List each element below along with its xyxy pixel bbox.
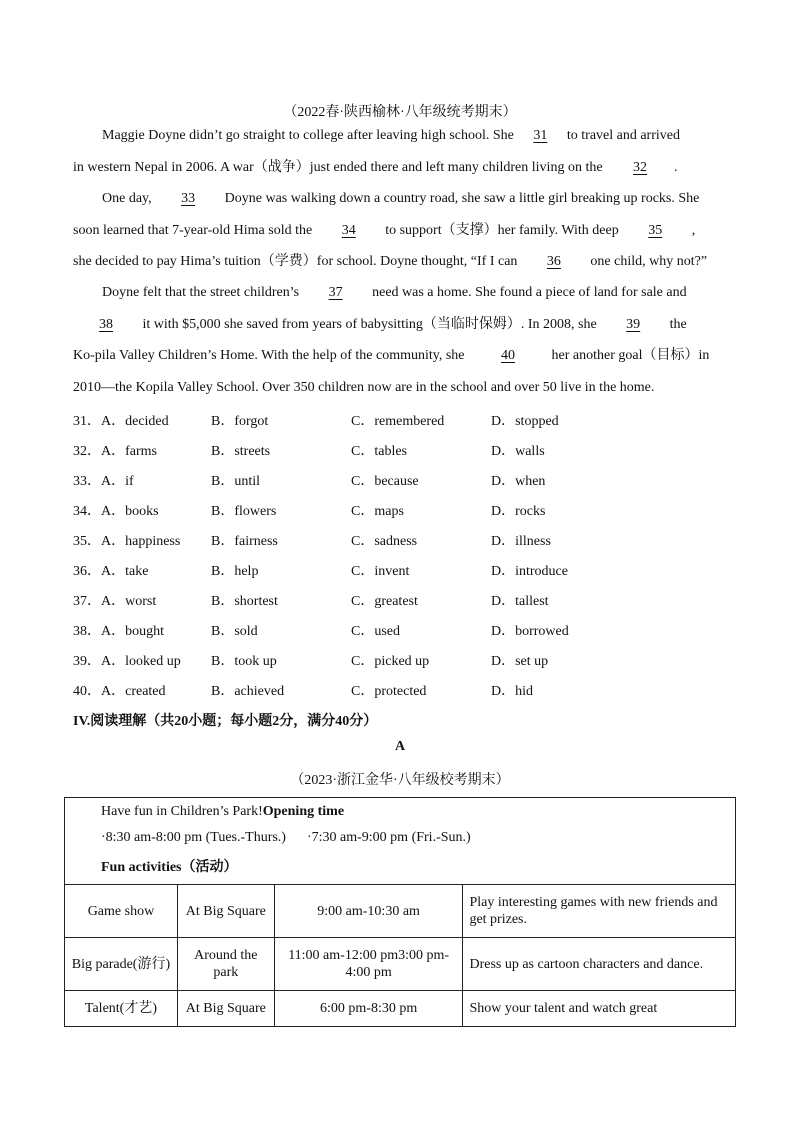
blank-40: 40	[501, 348, 516, 363]
option-c[interactable]: C．tables	[351, 444, 407, 459]
activity-description: Show your talent and watch great	[463, 991, 736, 1027]
reading-source: （2023·浙江金华·八年级校考期末）	[290, 773, 510, 788]
option-d[interactable]: D．illness	[491, 534, 551, 549]
blank-38: 38	[99, 316, 113, 332]
option-a[interactable]: A．decided	[101, 414, 169, 429]
activity-description: Play interesting games with new friends and get prizes.	[463, 885, 736, 938]
option-row-38	[73, 618, 728, 648]
question-number: 38．	[73, 624, 101, 639]
question-number: 34．	[73, 504, 101, 519]
cloze-source: （2022春·陕西榆林·八年级统考期末）	[283, 105, 517, 120]
answer-options	[73, 408, 728, 708]
option-a[interactable]: A．take	[101, 564, 149, 579]
option-a[interactable]: A．bought	[101, 624, 164, 639]
option-row-32	[73, 438, 728, 468]
option-b[interactable]: B．streets	[211, 444, 271, 459]
option-b[interactable]: B．took up	[211, 654, 277, 669]
table-row	[65, 938, 736, 991]
option-b[interactable]: B．fairness	[211, 534, 278, 549]
question-number: 39．	[73, 654, 101, 669]
option-c[interactable]: C．protected	[351, 684, 427, 699]
option-c[interactable]: C．picked up	[351, 654, 430, 669]
option-b[interactable]: B．until	[211, 474, 261, 489]
intro-line: Have fun in Children’s Park!Opening time	[101, 804, 345, 819]
activities-table	[64, 884, 736, 1027]
option-d[interactable]: D．walls	[491, 444, 545, 459]
activity-time: 6:00 pm-8:30 pm	[274, 991, 463, 1027]
option-row-40	[73, 678, 728, 708]
option-d[interactable]: D．tallest	[491, 594, 549, 609]
paragraph-line: One day, 33 Doyne was walking down a country road, she saw a little girl breaking up rocks. She	[73, 183, 728, 215]
option-c[interactable]: C．greatest	[351, 594, 418, 609]
cloze-paragraph-2	[73, 183, 728, 278]
option-a[interactable]: A．farms	[101, 444, 157, 459]
paragraph-line: she decided to pay Hima’s tuition（学费）for school. Doyne thought, “If I can 36 one child, why not?”	[73, 246, 728, 278]
option-c[interactable]: C．used	[351, 624, 400, 639]
option-c[interactable]: C．because	[351, 474, 419, 489]
option-row-35	[73, 528, 728, 558]
opening-time-label: Opening time	[262, 804, 345, 819]
blank-32: 32	[633, 159, 648, 175]
paragraph-line: Ko-pila Valley Children’s Home. With the help of the community, she 40 her another goal（目标）in	[73, 340, 728, 372]
blank-34: 34	[341, 222, 356, 238]
paragraph-line: 2010—the Kopila Valley School. Over 350 children now are in the school and over 50 live in the home.	[73, 379, 655, 395]
activity-place: At Big Square	[177, 885, 274, 938]
option-a[interactable]: A．worst	[101, 594, 157, 609]
blank-35: 35	[648, 222, 663, 238]
paragraph-line: 38 it with $5,000 she saved from years of babysitting（当临时保姆）. In 2008, she 39 the	[73, 309, 728, 341]
option-c[interactable]: C．sadness	[351, 534, 418, 549]
blank-31: 31	[533, 128, 548, 143]
option-d[interactable]: D．rocks	[491, 504, 546, 519]
option-row-31	[73, 408, 728, 438]
option-b[interactable]: B．shortest	[211, 594, 278, 609]
option-row-37	[73, 588, 728, 618]
table-row	[65, 991, 736, 1027]
option-a[interactable]: A．looked up	[101, 654, 181, 669]
option-row-34	[73, 498, 728, 528]
cloze-paragraph-1	[73, 120, 728, 183]
option-row-33	[73, 468, 728, 498]
activity-description: Dress up as cartoon characters and dance.	[463, 938, 736, 991]
question-number: 31．	[73, 414, 101, 429]
option-row-39	[73, 648, 728, 678]
option-d[interactable]: D．set up	[491, 654, 549, 669]
question-number: 36．	[73, 564, 101, 579]
activity-place: Around the park	[177, 938, 274, 991]
activity-name: Big parade(游行)	[65, 938, 178, 991]
option-b[interactable]: B．help	[211, 564, 259, 579]
option-a[interactable]: A．happiness	[101, 534, 181, 549]
question-number: 32．	[73, 444, 101, 459]
option-b[interactable]: B．forgot	[211, 414, 269, 429]
park-info-box	[64, 797, 736, 1027]
option-d[interactable]: D．hid	[491, 684, 533, 699]
activity-place: At Big Square	[177, 991, 274, 1027]
option-row-36	[73, 558, 728, 588]
option-b[interactable]: B．sold	[211, 624, 258, 639]
paragraph-line: soon learned that 7-year-old Hima sold the 34 to support（支撑）her family. With deep 35 ,	[73, 215, 728, 247]
question-number: 40．	[73, 684, 101, 699]
activity-time: 9:00 am-10:30 am	[274, 885, 463, 938]
option-d[interactable]: D．borrowed	[491, 624, 569, 639]
option-c[interactable]: C．remembered	[351, 414, 445, 429]
blank-33: 33	[181, 191, 196, 206]
option-c[interactable]: C．invent	[351, 564, 410, 579]
section-title: IV.阅读理解（共20小题；每小题2分，满分40分）	[73, 714, 378, 729]
option-a[interactable]: A．if	[101, 474, 134, 489]
blank-39: 39	[626, 316, 641, 332]
table-row	[65, 885, 736, 938]
blank-37: 37	[328, 285, 343, 300]
option-a[interactable]: A．books	[101, 504, 159, 519]
cloze-paragraph-3	[73, 277, 728, 403]
option-d[interactable]: D．when	[491, 474, 546, 489]
option-c[interactable]: C．maps	[351, 504, 404, 519]
opening-times: ·8:30 am-8:00 pm (Tues.-Thurs.) ·7:30 am-9:00 pm (Fri.-Sun.)	[101, 830, 471, 845]
paragraph-line: Maggie Doyne didn’t go straight to college after leaving high school. She 31 to travel and arrived	[73, 120, 728, 152]
passage-letter: A	[394, 739, 406, 754]
paragraph-line: Doyne felt that the street children’s 37 need was a home. She found a piece of land for sale and	[73, 277, 728, 309]
question-number: 33．	[73, 474, 101, 489]
option-d[interactable]: D．introduce	[491, 564, 568, 579]
activity-name: Game show	[65, 885, 178, 938]
blank-36: 36	[546, 254, 561, 269]
option-b[interactable]: B．flowers	[211, 504, 277, 519]
question-number: 37．	[73, 594, 101, 609]
option-a[interactable]: A．created	[101, 684, 166, 699]
question-number: 35．	[73, 534, 101, 549]
activity-time: 11:00 am-12:00 pm3:00 pm-4:00 pm	[274, 938, 463, 991]
option-d[interactable]: D．stopped	[491, 414, 559, 429]
paragraph-line: in western Nepal in 2006. A war（战争）just ended there and left many children living on the 32 .	[73, 152, 728, 184]
activities-label: Fun activities（活动）	[101, 860, 238, 875]
option-b[interactable]: B．achieved	[211, 684, 285, 699]
activity-name: Talent(才艺)	[65, 991, 178, 1027]
